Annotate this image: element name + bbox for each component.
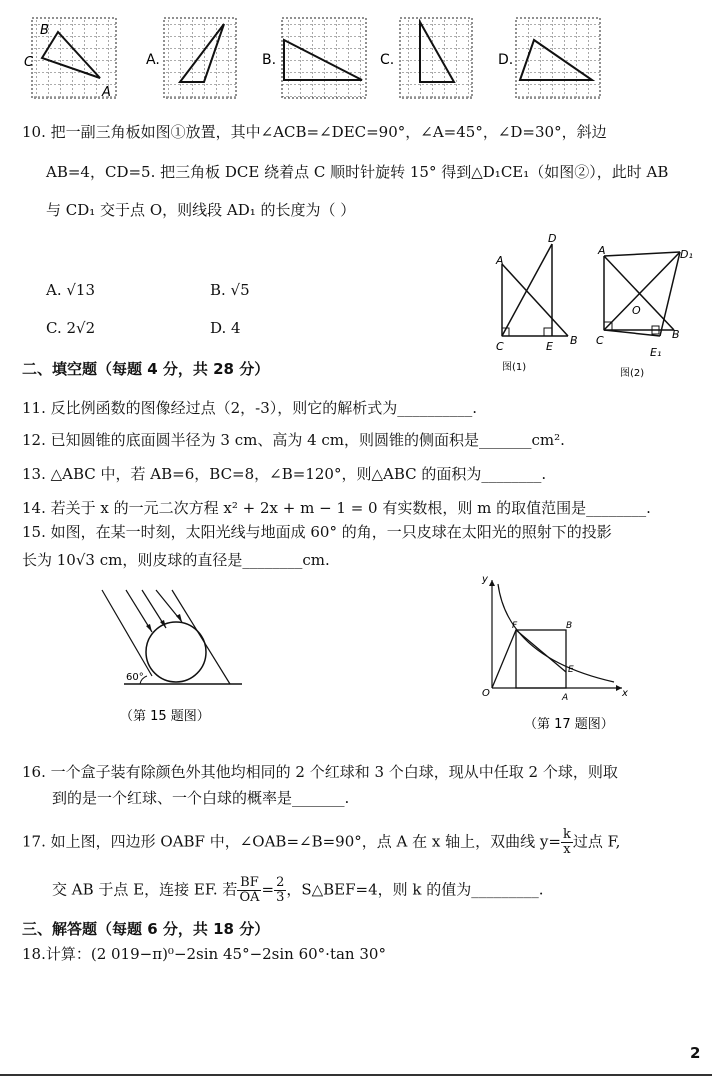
figure-17 (472, 568, 672, 738)
fraction-bf-over-oa: $\frac{BF}{OA}$ (239, 875, 260, 905)
q17-line1-text: 17. 如上图，四边形 OABF 中，∠OAB=∠B=90°，点 A 在 x 轴上，双曲线 y= (22, 832, 561, 851)
fig1-label-d: D (548, 232, 557, 245)
q10-figure-2 (604, 252, 680, 336)
q10-figure-1 (502, 244, 568, 336)
q11: 11. 反比例函数的图像经过点（2，-3），则它的解析式为__________. (22, 399, 478, 417)
q17-line2-end: ，S△BEF=4，则 k 的值为_________. (286, 880, 544, 899)
q16-line2: 到的是一个红球、一个白球的概率是_______. (52, 789, 350, 807)
option-c-figure (400, 18, 472, 98)
option-d-label: D. (498, 52, 514, 68)
figure-15 (96, 582, 256, 732)
q17-line2-text: 交 AB 于点 E，连接 EF. 若 (52, 880, 238, 899)
label-a: A (102, 85, 111, 100)
q18: 18.计算：(2 019−π)⁰−2sin 45°−2sin 60°·tan 30° (22, 945, 386, 963)
bottom-rule (0, 1074, 712, 1076)
fig2-label-c: C (596, 334, 604, 347)
option-a-label: A. (146, 52, 160, 68)
section-3-heading: 三、解答题（每题 6 分，共 18 分） (22, 920, 270, 938)
fig17-label-o: O (482, 688, 490, 699)
fig2-caption: 图(2) (620, 368, 645, 379)
q10-option-c: C. 2√2 (46, 319, 96, 337)
q17-line1 (22, 828, 620, 857)
fig1-label-e: E (546, 340, 553, 353)
fig17-label-e: E (568, 665, 574, 675)
fraction-2-over-3: $\frac{2}{3}$ (276, 875, 285, 905)
section-2-heading: 二、填空题（每题 4 分，共 28 分） (22, 360, 270, 378)
q17-line2: 交 AB 于点 E，连接 EF. 若 $\frac{BF}{OA}$ = $\frac{2}{3}$ ，S△BEF=4，则 k 的值为_________. (52, 875, 544, 905)
fig17-label-a: A (562, 693, 569, 703)
fig17-label-b: B (566, 621, 573, 631)
q10-line3: 与 CD₁ 交于点 O，则线段 AD₁ 的长度为（ ） (46, 201, 356, 219)
q15-line2: 长为 10√3 cm，则皮球的直径是________cm. (22, 551, 330, 569)
fig17-label-f: F (512, 621, 518, 631)
option-b-label: B. (262, 52, 277, 68)
fig1-label-c: C (496, 340, 504, 353)
option-b-figure (282, 18, 366, 98)
q17-line1-end: 过点 F, (572, 832, 621, 851)
fig2-label-e1: E₁ (650, 346, 662, 359)
option-d-figure (516, 18, 600, 98)
page-number: 2 (690, 1044, 701, 1062)
q10-option-d: D. 4 (210, 319, 241, 337)
fraction-k-over-x: $\frac{k}{x}$ (562, 827, 571, 857)
label-c: C (24, 55, 34, 70)
fig2-label-d1: D₁ (680, 248, 693, 261)
label-b: B (40, 23, 49, 38)
q10-figures (488, 228, 710, 384)
fig1-label-b: B (570, 334, 578, 347)
fig17-label-x: x (622, 688, 628, 699)
option-c-label: C. (380, 52, 395, 68)
q14: 14. 若关于 x 的一元二次方程 x² + 2x + m − 1 = 0 有实数根，则 m 的取值范围是________. (22, 499, 651, 517)
fig1-caption: 图(1) (502, 362, 527, 373)
fig15-caption: （第 15 题图） (120, 709, 210, 724)
option-a-figure (164, 18, 236, 98)
q12: 12. 已知圆锥的底面圆半径为 3 cm、高为 4 cm，则圆锥的侧面积是_______cm². (22, 431, 565, 449)
fig17-caption: （第 17 题图） (524, 717, 614, 732)
q10-option-b: B. √5 (210, 281, 250, 299)
fig1-label-a: A (496, 254, 504, 267)
q10-line2: AB=4，CD=5. 把三角板 DCE 绕着点 C 顺时针旋转 15° 得到△D₁CE₁（如图②），此时 AB (46, 163, 669, 181)
fig2-label-o: O (632, 304, 641, 317)
top-grid-figures (0, 0, 712, 110)
fig17-label-y: y (482, 574, 488, 585)
fig2-label-b: B (672, 328, 680, 341)
fig15-angle-label: 60° (126, 672, 144, 683)
q16-line1: 16. 一个盒子装有除颜色外其他均相同的 2 个红球和 3 个白球，现从中任取 2 个球，则取 (22, 763, 618, 781)
fig2-label-a: A (598, 244, 606, 257)
q13: 13. △ABC 中，若 AB=6，BC=8，∠B=120°，则△ABC 的面积为________. (22, 465, 547, 483)
q15-line1: 15. 如图，在某一时刻，太阳光线与地面成 60° 的角，一只皮球在太阳光的照射下的投影 (22, 523, 612, 541)
q10-line1: 10. 把一副三角板如图①放置，其中∠ACB=∠DEC=90°，∠A=45°，∠D=30°，斜边 (22, 123, 607, 141)
q10-option-a: A. √13 (46, 281, 96, 299)
